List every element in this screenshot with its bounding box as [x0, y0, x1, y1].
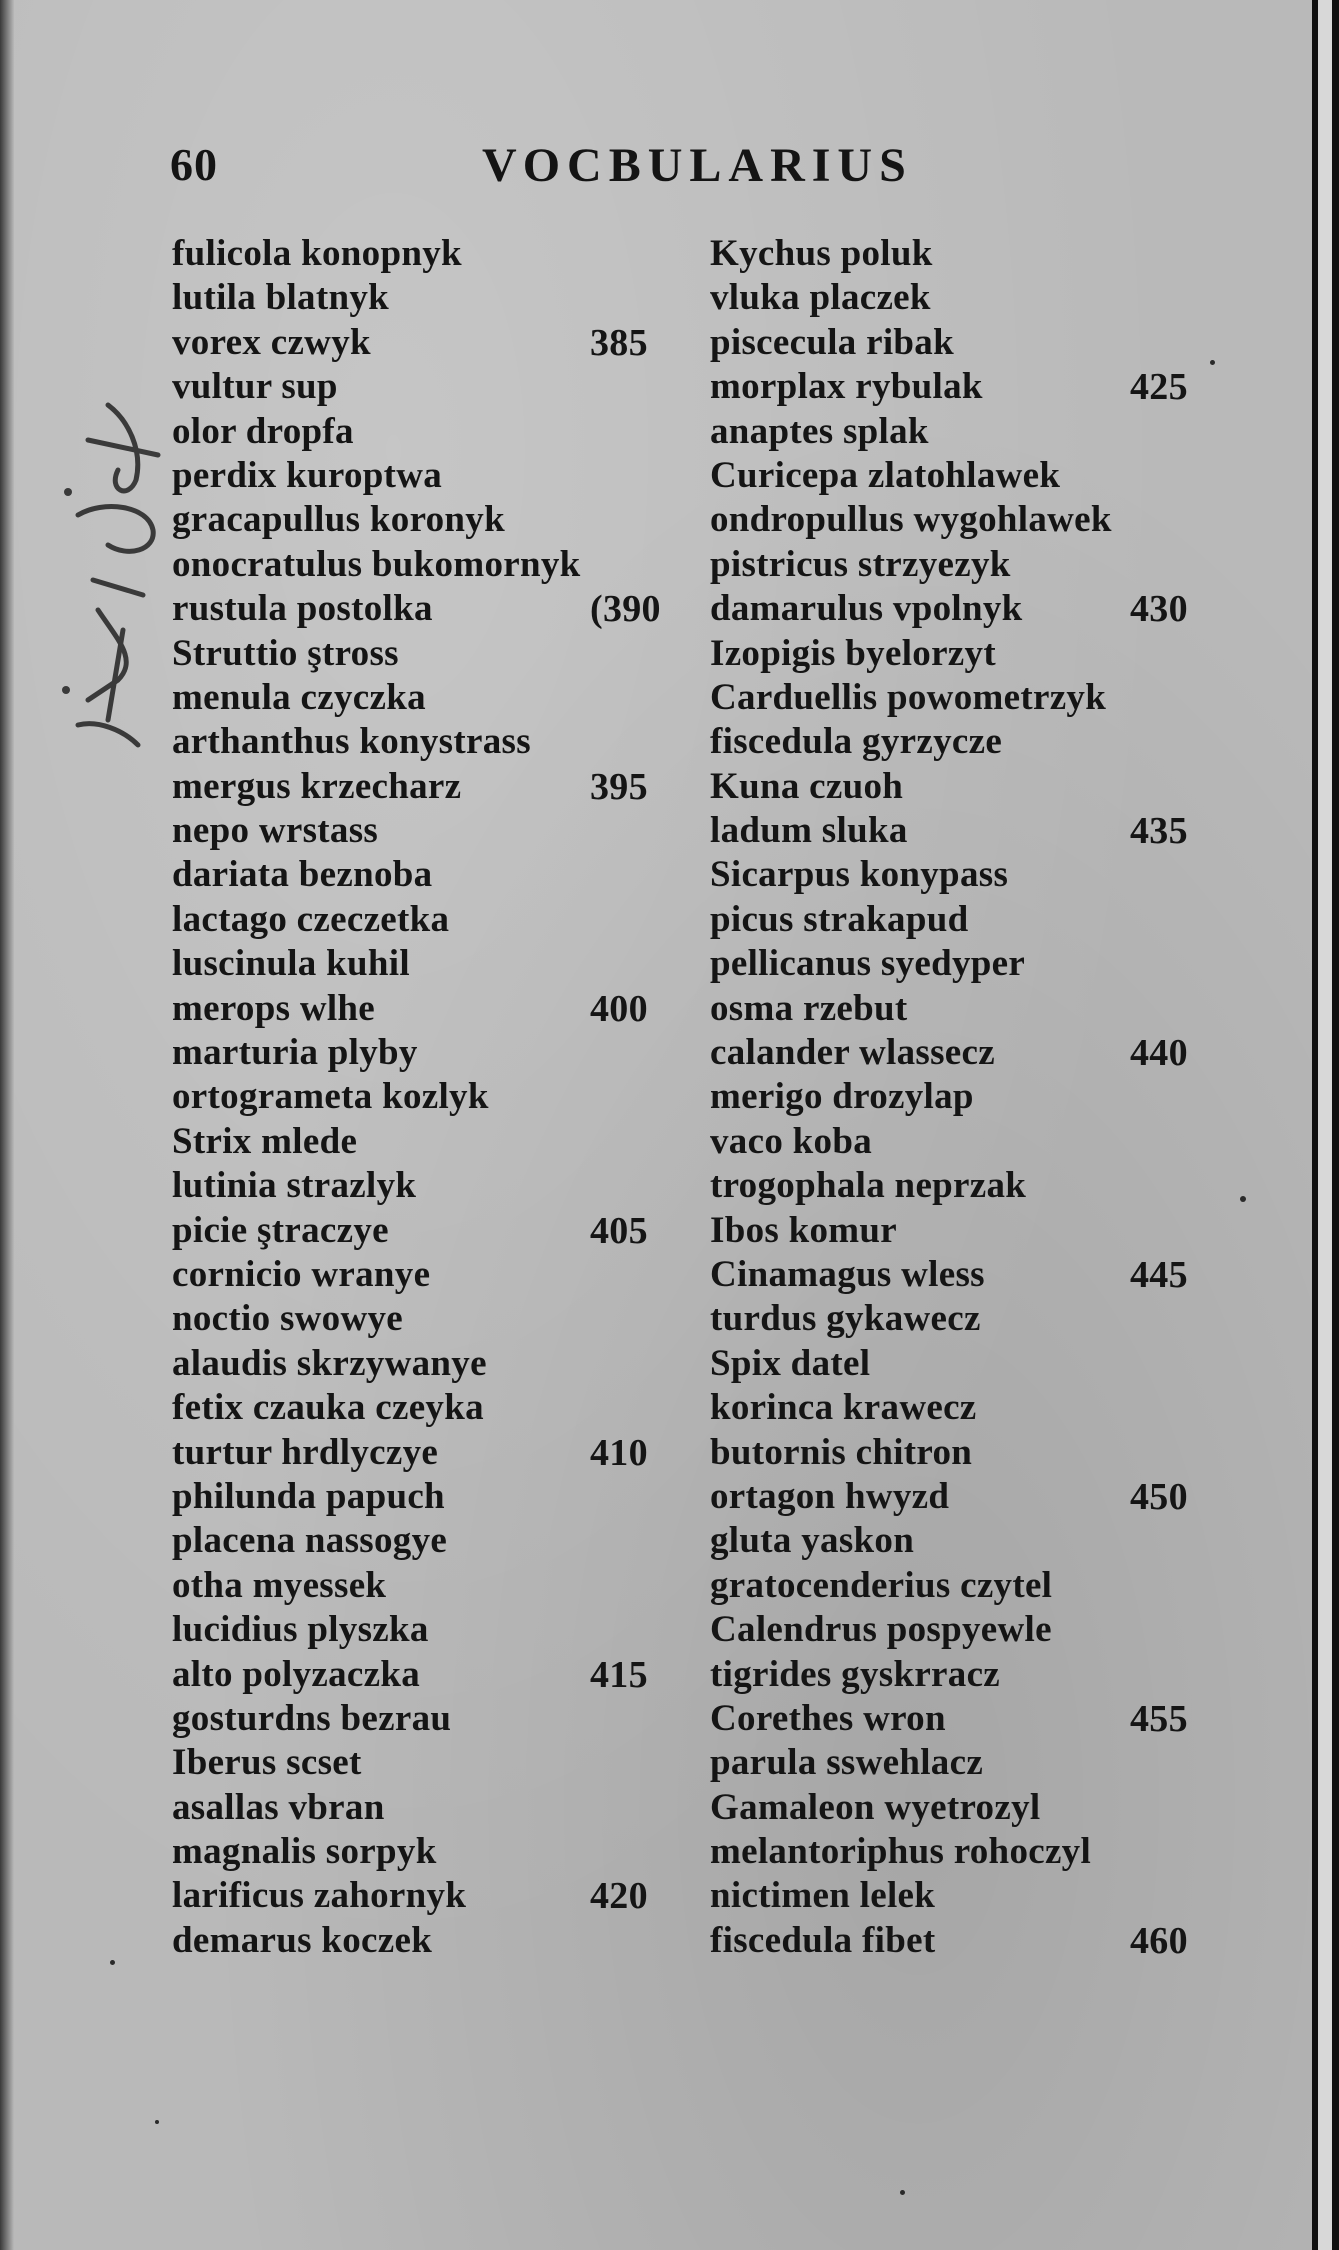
entry-text: asallas vbran: [172, 1786, 385, 1828]
vocabulary-entry: [710, 1475, 1210, 1519]
line-number: 440: [1130, 1032, 1188, 1075]
vocabulary-entry: [710, 1564, 1210, 1608]
entry-text: vaco koba: [710, 1120, 873, 1162]
entry-text: Kuna czuoh: [710, 765, 904, 807]
entry-text: ondropullus wygohlawek: [710, 499, 1112, 541]
vocabulary-entry: [172, 587, 672, 631]
vocabulary-entry: [710, 676, 1210, 720]
vocabulary-entry: [710, 1919, 1210, 1963]
entry-text: Struttio ştross: [172, 632, 399, 674]
vocabulary-entry: [172, 1386, 672, 1430]
vocabulary-entry: [710, 1431, 1210, 1475]
vocabulary-entry: [172, 1653, 672, 1697]
vocabulary-entry: [710, 1120, 1210, 1164]
vocabulary-entry: [710, 632, 1210, 676]
line-number: 455: [1130, 1697, 1188, 1740]
vocabulary-entry: [172, 1209, 672, 1253]
vocabulary-entry: [172, 365, 672, 409]
entry-text: parula sswehlacz: [710, 1742, 984, 1784]
line-number: 450: [1130, 1475, 1188, 1518]
entry-text: calander wlassecz: [710, 1032, 995, 1074]
entry-text: Sicarpus konypass: [710, 854, 1009, 896]
entry-text: gracapullus koronyk: [172, 499, 505, 541]
entry-text: vluka placzek: [710, 277, 931, 319]
vocabulary-entry: [172, 276, 672, 320]
entry-text: turtur hrdlyczye: [172, 1431, 439, 1473]
vocabulary-entry: [172, 1475, 672, 1519]
vocabulary-entry: [710, 1209, 1210, 1253]
vocabulary-entry: [710, 898, 1210, 942]
ink-speck: [1210, 360, 1215, 365]
vocabulary-entry: [710, 853, 1210, 897]
page-number: 60: [170, 139, 218, 190]
entry-text: gratocenderius czytel: [710, 1564, 1053, 1606]
vocabulary-entry: [710, 321, 1210, 365]
entry-text: korinca krawecz: [710, 1387, 977, 1429]
entry-text: fiscedula fibet: [710, 1919, 936, 1961]
vocabulary-entry: [172, 1253, 672, 1297]
entry-text: fiscedula gyrzycze: [710, 721, 1003, 763]
entry-text: pistricus strzyezyk: [710, 543, 1011, 585]
entry-text: Izopigis byelorzyt: [710, 632, 996, 674]
vocabulary-entry: [710, 942, 1210, 986]
vocabulary-entry: [710, 1608, 1210, 1652]
entry-text: vorex czwyk: [172, 321, 371, 363]
entry-text: fetix czauka czeyka: [172, 1387, 484, 1429]
line-number: 430: [1130, 588, 1188, 631]
vocabulary-entry: [172, 1874, 672, 1918]
page-edge-shadow: [0, 0, 14, 2250]
entry-text: piscecula ribak: [710, 321, 954, 363]
entry-text: Calendrus pospyewle: [710, 1609, 1052, 1651]
vocabulary-entry: [710, 1741, 1210, 1785]
vocabulary-entry: [172, 498, 672, 542]
line-number: 405: [590, 1209, 648, 1252]
line-number: 445: [1130, 1253, 1188, 1296]
vocabulary-entry: [710, 1253, 1210, 1297]
vocabulary-entry: [172, 543, 672, 587]
vocabulary-entry: [172, 1564, 672, 1608]
vocabulary-entry: [710, 1697, 1210, 1741]
line-number: 410: [590, 1431, 648, 1474]
vocabulary-entry: [172, 1697, 672, 1741]
line-number: 425: [1130, 366, 1188, 409]
entry-text: noctio swowye: [172, 1298, 404, 1340]
entry-text: larificus zahornyk: [172, 1875, 467, 1917]
vocabulary-entry: [710, 1075, 1210, 1119]
next-page-edge: [1318, 0, 1332, 2250]
vocabulary-entry: [172, 321, 672, 365]
entry-text: gosturdns bezrau: [172, 1697, 452, 1739]
entry-text: cornicio wranye: [172, 1253, 431, 1295]
entry-text: anaptes splak: [710, 410, 929, 452]
vocabulary-entry: [172, 1786, 672, 1830]
vocabulary-entry: [710, 1830, 1210, 1874]
ink-speck: [155, 2120, 159, 2124]
line-number: 420: [590, 1875, 648, 1918]
entry-text: Ibos komur: [710, 1209, 898, 1251]
entry-text: morplax rybulak: [710, 366, 983, 408]
vocabulary-entry: [172, 1075, 672, 1119]
entry-text: melantoriphus rohoczyl: [710, 1831, 1092, 1873]
vocabulary-entry: [172, 232, 672, 276]
entry-text: menula czyczka: [172, 676, 426, 718]
entry-text: ladum sluka: [710, 810, 908, 852]
vocabulary-entry: [172, 632, 672, 676]
line-number: 395: [590, 765, 648, 808]
entry-text: rustula postolka: [172, 588, 433, 630]
entry-text: alaudis skrzywanye: [172, 1342, 487, 1384]
entry-text: Strix mlede: [172, 1120, 358, 1162]
vocabulary-entry: [172, 1741, 672, 1785]
left-column: [172, 232, 672, 1963]
entry-text: merops wlhe: [172, 987, 376, 1029]
line-number: (390: [590, 588, 661, 631]
entry-text: gluta yaskon: [710, 1520, 915, 1562]
entry-text: perdix kuroptwa: [172, 454, 443, 496]
vocabulary-entry: [172, 676, 672, 720]
entry-text: picus strakapud: [710, 898, 969, 940]
entry-text: Corethes wron: [710, 1697, 946, 1739]
line-number: 460: [1130, 1919, 1188, 1962]
vocabulary-entry: [710, 1519, 1210, 1563]
entry-text: lucidius plyszka: [172, 1609, 429, 1651]
vocabulary-entry: [172, 1919, 672, 1963]
entry-text: philunda papuch: [172, 1475, 445, 1517]
vocabulary-entry: [710, 587, 1210, 631]
entry-text: otha myessek: [172, 1564, 387, 1606]
entry-text: picie ştraczye: [172, 1209, 389, 1251]
entry-text: demarus koczek: [172, 1919, 433, 1961]
entry-text: vultur sup: [172, 366, 338, 408]
vocabulary-entry: [172, 809, 672, 853]
entry-text: merigo drozylap: [710, 1076, 974, 1118]
line-number: 385: [590, 321, 648, 364]
vocabulary-entry: [710, 543, 1210, 587]
vocabulary-entry: [710, 1342, 1210, 1386]
entry-text: ortagon hwyzd: [710, 1475, 950, 1517]
running-header: [170, 138, 920, 198]
vocabulary-entry: [172, 1297, 672, 1341]
entry-text: onocratulus bukomornyk: [172, 543, 581, 585]
vocabulary-entry: [710, 454, 1210, 498]
entry-text: mergus krzecharz: [172, 765, 462, 807]
vocabulary-entry: [172, 1342, 672, 1386]
vocabulary-entry: [710, 720, 1210, 764]
vocabulary-entry: [710, 276, 1210, 320]
vocabulary-entry: [710, 1786, 1210, 1830]
ink-speck: [1240, 1196, 1246, 1202]
entry-text: lactago czeczetka: [172, 898, 450, 940]
ink-speck: [900, 2190, 905, 2195]
vocabulary-entry: [710, 1297, 1210, 1341]
entry-text: osma rzebut: [710, 987, 908, 1029]
vocabulary-entry: [710, 765, 1210, 809]
line-number: 415: [590, 1653, 648, 1696]
entry-text: pellicanus syedyper: [710, 943, 1026, 985]
entry-text: Spix datel: [710, 1342, 871, 1384]
entry-text: ortogrameta kozlyk: [172, 1076, 489, 1118]
entry-text: alto polyzaczka: [172, 1653, 421, 1695]
entry-text: butornis chitron: [710, 1431, 973, 1473]
entry-text: Iberus scset: [172, 1742, 362, 1784]
vocabulary-entry: [172, 1519, 672, 1563]
vocabulary-entry: [710, 1653, 1210, 1697]
vocabulary-entry: [710, 1874, 1210, 1918]
entry-text: dariata beznoba: [172, 854, 433, 896]
vocabulary-entry: [172, 410, 672, 454]
entry-text: tigrides gyskrracz: [710, 1653, 1001, 1695]
vocabulary-entry: [172, 1120, 672, 1164]
vocabulary-entry: [172, 1431, 672, 1475]
entry-text: placena nassogye: [172, 1520, 448, 1562]
entry-text: nictimen lelek: [710, 1875, 936, 1917]
entry-text: Kychus poluk: [710, 233, 933, 274]
vocabulary-entry: [710, 987, 1210, 1031]
vocabulary-entry: [710, 1164, 1210, 1208]
vocabulary-entry: [710, 1386, 1210, 1430]
vocabulary-entry: [710, 809, 1210, 853]
entry-text: nepo wrstass: [172, 810, 379, 852]
vocabulary-entry: [172, 1608, 672, 1652]
entry-text: olor dropfa: [172, 410, 354, 452]
entry-text: lutinia strazlyk: [172, 1165, 417, 1207]
entry-text: marturia plyby: [172, 1032, 418, 1074]
line-number: 400: [590, 987, 648, 1030]
entry-text: turdus gykawecz: [710, 1298, 981, 1340]
vocabulary-entry: [172, 765, 672, 809]
vocabulary-entry: [710, 410, 1210, 454]
entry-text: Cinamagus wless: [710, 1253, 985, 1295]
entry-text: Carduellis powometrzyk: [710, 676, 1107, 718]
vocabulary-entry: [172, 987, 672, 1031]
entry-text: magnalis sorpyk: [172, 1831, 437, 1873]
entry-text: fulicola konopnyk: [172, 233, 462, 274]
entry-text: damarulus vpolnyk: [710, 588, 1023, 630]
entry-text: Gamaleon wyetrozyl: [710, 1786, 1041, 1828]
vocabulary-entry: [172, 1164, 672, 1208]
vocabulary-entry: [172, 898, 672, 942]
vocabulary-entry: [172, 720, 672, 764]
right-column: [710, 232, 1210, 1963]
vocabulary-entry: [172, 853, 672, 897]
entry-text: arthanthus konystrass: [172, 721, 531, 763]
line-number: 435: [1130, 810, 1188, 853]
vocabulary-entry: [710, 365, 1210, 409]
entry-text: lutila blatnyk: [172, 277, 390, 319]
entry-text: luscinula kuhil: [172, 943, 410, 985]
vocabulary-entry: [172, 454, 672, 498]
vocabulary-entry: [172, 1830, 672, 1874]
entry-text: trogophala neprzak: [710, 1165, 1027, 1207]
ink-speck: [110, 1960, 115, 1965]
vocabulary-entry: [172, 942, 672, 986]
vocabulary-entry: [710, 498, 1210, 542]
entry-text: Curicepa zlatohlawek: [710, 454, 1061, 496]
running-title: VOCBULARIUS: [482, 139, 913, 192]
vocabulary-entry: [710, 232, 1210, 276]
vocabulary-entry: [172, 1031, 672, 1075]
vocabulary-entry: [710, 1031, 1210, 1075]
